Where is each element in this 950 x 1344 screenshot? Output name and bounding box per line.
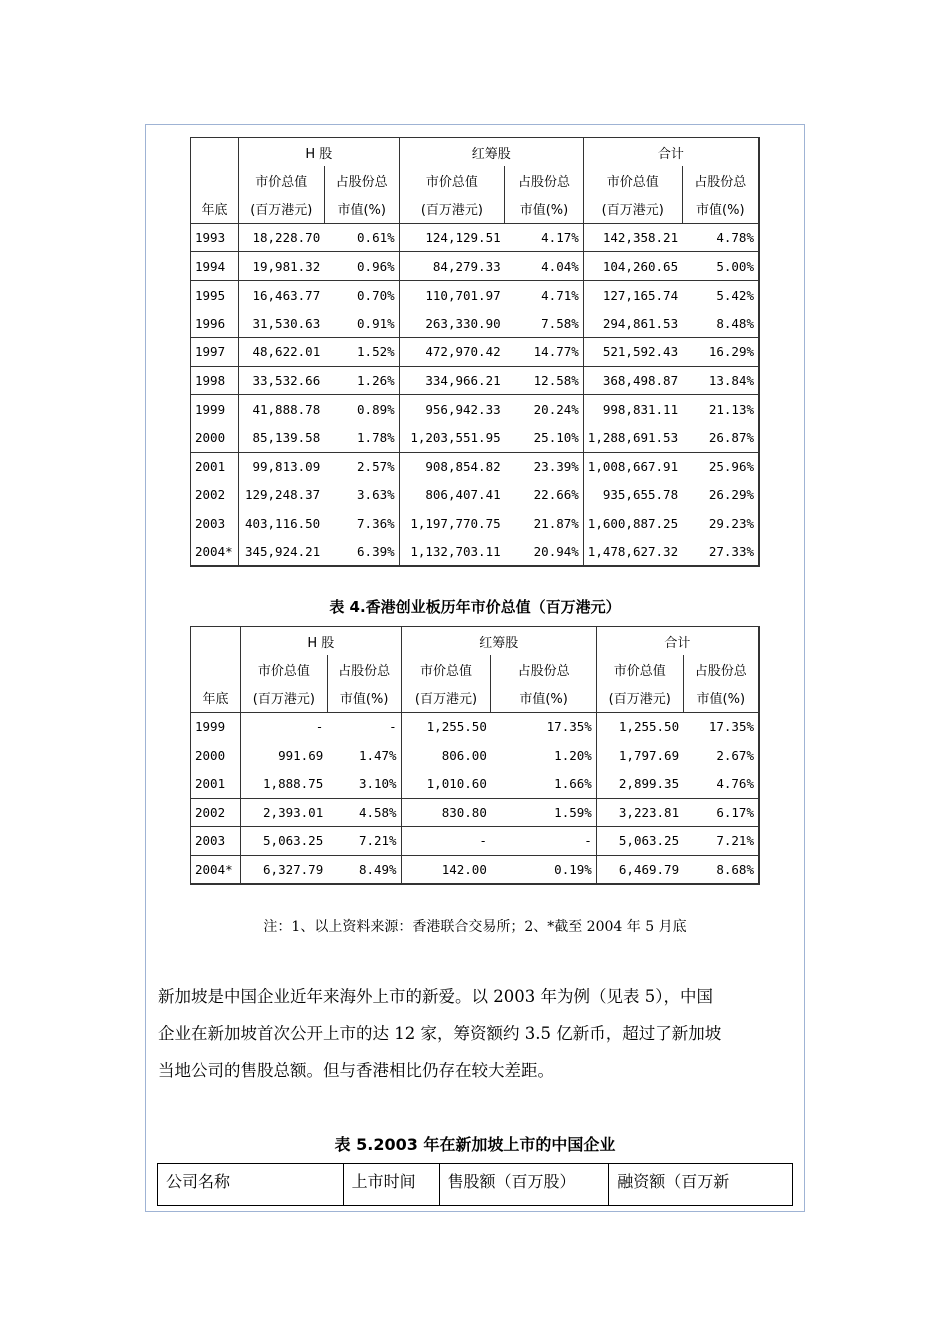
- data-cell: 13.84%: [682, 366, 759, 395]
- header-market-value: 市价总值: [399, 166, 504, 195]
- data-cell: 20.24%: [533, 401, 579, 417]
- group-h-shares: H 股: [240, 627, 401, 656]
- data-cell: 33,532.66: [238, 366, 324, 395]
- header-market-value: 市价总值: [596, 655, 683, 684]
- data-cell: 3.63%: [357, 487, 395, 503]
- data-cell: 1.78%: [324, 423, 399, 452]
- row-year: 1996: [191, 309, 239, 338]
- data-cell: 6,327.79: [240, 855, 327, 884]
- data-cell: 16.29%: [682, 338, 759, 367]
- row-year: 2002: [191, 481, 239, 510]
- row-year: 1998: [191, 366, 239, 395]
- data-cell: 4.78%: [682, 223, 759, 252]
- header-market-value: 市价总值: [238, 166, 324, 195]
- data-cell: -: [491, 827, 596, 856]
- header-unit: 市值(%): [682, 195, 759, 224]
- data-cell: 472,970.42: [399, 338, 504, 367]
- table-row: [191, 280, 760, 309]
- row-year: 2002: [191, 798, 241, 827]
- data-cell: 403,116.50: [238, 509, 324, 538]
- data-cell: 23.39%: [533, 459, 579, 475]
- row-year: 2000: [191, 741, 241, 770]
- data-cell: 20.94%: [505, 538, 584, 567]
- row-year: 2000: [191, 423, 239, 452]
- header-share-pct: 占股份总: [683, 655, 759, 684]
- group-total: 合计: [596, 627, 759, 656]
- data-cell: 25.10%: [505, 423, 584, 452]
- data-cell: 998,831.11: [583, 395, 682, 424]
- data-cell: 345,924.21: [238, 538, 324, 567]
- table-row: [191, 712, 760, 741]
- data-cell: 830.80: [401, 798, 491, 827]
- table-row: [191, 223, 760, 252]
- data-cell: 5.42%: [682, 280, 759, 309]
- data-cell: 7.21%: [683, 827, 759, 856]
- data-cell: 14.77%: [505, 338, 584, 367]
- header-unit: (百万港元): [401, 684, 491, 713]
- data-cell: 48,622.01: [238, 338, 324, 367]
- table-row: [191, 309, 760, 338]
- data-cell: 0.19%: [491, 855, 596, 884]
- data-cell: 21.13%: [682, 395, 759, 424]
- data-cell: 31,530.63: [238, 309, 324, 338]
- table-row: [191, 769, 760, 798]
- data-cell: 991.69: [240, 741, 327, 770]
- table-row: [191, 395, 760, 424]
- data-cell: 263,330.90: [399, 309, 504, 338]
- row-year: 2003: [191, 509, 239, 538]
- data-cell: 1,288,691.53: [583, 423, 682, 452]
- header-unit: (百万港元): [596, 684, 683, 713]
- row-year: 1997: [191, 338, 239, 367]
- data-cell: 4.58%: [327, 798, 401, 827]
- row-year: 2003: [191, 827, 241, 856]
- data-cell: 806.00: [401, 741, 491, 770]
- data-cell: 110,701.97: [399, 280, 504, 309]
- data-cell: 142,358.21: [583, 223, 682, 252]
- header-unit: (百万港元): [238, 195, 324, 224]
- data-cell: 22.66%: [533, 487, 579, 503]
- data-cell: 2,899.35: [596, 769, 683, 798]
- data-cell: 1.59%: [491, 798, 596, 827]
- data-cell: 334,966.21: [399, 366, 504, 395]
- data-cell: 129,248.37: [238, 481, 324, 510]
- data-cell: 294,861.53: [583, 309, 682, 338]
- data-cell: 16,463.77: [238, 280, 324, 309]
- header-share-pct: 占股份总: [505, 166, 584, 195]
- data-cell: 1,600,887.25: [583, 509, 682, 538]
- data-cell: 8.48%: [682, 309, 759, 338]
- data-cell: 368,498.87: [583, 366, 682, 395]
- data-cell: 8.49%: [327, 855, 401, 884]
- data-cell: 17.35%: [546, 719, 592, 735]
- data-cell: 8.68%: [683, 855, 759, 884]
- data-cell: 1.20%: [554, 747, 592, 763]
- table-row: [191, 481, 760, 510]
- data-cell: 3,223.81: [596, 798, 683, 827]
- data-cell: 1.52%: [324, 338, 399, 367]
- row-year: 2001: [191, 769, 241, 798]
- header-share-pct: 占股份总: [324, 166, 399, 195]
- paragraph-line: 当地公司的售股总额。但与香港相比仍存在较大差距。: [158, 1061, 554, 1080]
- data-cell: 4.17%: [505, 223, 584, 252]
- data-cell: 2.67%: [683, 741, 759, 770]
- data-cell: 26.29%: [682, 481, 759, 510]
- data-cell: 85,139.58: [238, 423, 324, 452]
- data-cell: 521,592.43: [583, 338, 682, 367]
- data-cell: 4.04%: [505, 252, 584, 281]
- table-row: [191, 338, 760, 367]
- data-cell: 1,797.69: [596, 741, 683, 770]
- data-cell: 41,888.78: [238, 395, 324, 424]
- paragraph-line: 企业在新加坡首次公开上市的达 12 家，筹资额约 3.5 亿新币，超过了新加坡: [158, 1024, 722, 1043]
- data-cell: 935,655.78: [583, 481, 682, 510]
- table-row: [191, 827, 760, 856]
- header-year: 年底: [191, 195, 239, 224]
- data-cell: -: [389, 719, 397, 735]
- data-cell: 84,279.33: [399, 252, 504, 281]
- data-cell: 0.70%: [357, 287, 395, 303]
- data-cell: 6,469.79: [596, 855, 683, 884]
- header-unit: (百万港元): [399, 195, 504, 224]
- table-row: [191, 798, 760, 827]
- header-unit: 市值(%): [327, 684, 401, 713]
- data-cell: 142.00: [401, 855, 491, 884]
- data-cell: 26.87%: [682, 423, 759, 452]
- row-year: 2004*: [191, 538, 239, 567]
- data-cell: 806,407.41: [399, 481, 504, 510]
- data-cell: 1,197,770.75: [399, 509, 504, 538]
- header-year: 年底: [191, 684, 241, 713]
- data-cell: 0.61%: [324, 223, 399, 252]
- table-caption-4: 表 4.香港创业板历年市价总值（百万港元）: [329, 598, 621, 616]
- data-cell: 0.96%: [324, 252, 399, 281]
- header-share-pct: 占股份总: [682, 166, 759, 195]
- header-unit: (百万港元): [240, 684, 327, 713]
- body-paragraph: [158, 978, 808, 1089]
- table-row: [191, 538, 760, 567]
- header-unit: 市值(%): [491, 684, 596, 713]
- data-cell: 6.39%: [324, 538, 399, 567]
- table-row: [191, 855, 760, 884]
- header-share-pct: 占股份总: [491, 655, 596, 684]
- data-cell: 29.23%: [682, 509, 759, 538]
- row-year: 1993: [191, 223, 239, 252]
- data-cell: 12.58%: [505, 366, 584, 395]
- data-cell: 1.26%: [324, 366, 399, 395]
- data-cell: 124,129.51: [399, 223, 504, 252]
- paragraph-line: 新加坡是中国企业近年来海外上市的新爱。以 2003 年为例（见表 5），中国: [158, 987, 713, 1006]
- data-cell: 7.36%: [357, 516, 395, 532]
- row-year: 2004*: [191, 855, 241, 884]
- data-cell: 27.33%: [682, 538, 759, 567]
- data-cell: 5,063.25: [596, 827, 683, 856]
- table-row: [191, 509, 760, 538]
- data-cell: 127,165.74: [583, 280, 682, 309]
- group-red-chips: 红筹股: [401, 627, 596, 656]
- data-cell: 7.58%: [505, 309, 584, 338]
- data-cell: 19,981.32: [238, 252, 324, 281]
- data-cell: 2,393.01: [240, 798, 327, 827]
- header-unit: (百万港元): [583, 195, 682, 224]
- row-year: 1999: [191, 712, 241, 741]
- header-unit: 市值(%): [324, 195, 399, 224]
- data-cell: 908,854.82: [399, 452, 504, 481]
- hk-gem-market-cap-table: [190, 626, 760, 885]
- group-total: 合计: [583, 138, 759, 167]
- data-cell: 21.87%: [533, 516, 579, 532]
- data-cell: 1,888.75: [240, 769, 327, 798]
- data-cell: 1.47%: [358, 747, 397, 763]
- table-row: [191, 366, 760, 395]
- data-cell: 1,008,667.91: [583, 452, 682, 481]
- data-cell: 2.57%: [357, 459, 395, 475]
- header-market-value: 市价总值: [401, 655, 491, 684]
- header-market-value: 市价总值: [240, 655, 327, 684]
- data-cell: 1,478,627.32: [583, 538, 682, 567]
- data-cell: 1,255.50: [401, 712, 491, 741]
- header-listing-date: 上市时间: [343, 1164, 439, 1206]
- data-cell: 0.89%: [357, 401, 395, 417]
- table-row: [191, 452, 760, 481]
- data-cell: 6.17%: [683, 798, 759, 827]
- data-cell: 1.66%: [491, 769, 596, 798]
- data-cell: -: [401, 827, 491, 856]
- data-cell: 99,813.09: [238, 452, 324, 481]
- data-cell: 1,255.50: [596, 712, 683, 741]
- data-cell: 0.91%: [324, 309, 399, 338]
- hk-main-board-market-cap-table: [190, 137, 760, 567]
- row-year: 1999: [191, 395, 239, 424]
- header-shares-sold: 售股额（百万股）: [439, 1164, 609, 1206]
- data-cell: 1,010.60: [401, 769, 491, 798]
- group-h-shares: H 股: [238, 138, 399, 167]
- data-cell: 17.35%: [683, 712, 759, 741]
- data-cell: 3.10%: [327, 769, 401, 798]
- row-year: 1994: [191, 252, 239, 281]
- data-cell: 18,228.70: [238, 223, 324, 252]
- table-row: [191, 741, 760, 770]
- data-cell: 1,132,703.11: [399, 538, 504, 567]
- source-note: 注：1、以上资料来源：香港联合交易所；2、*截至 2004 年 5 月底: [263, 919, 687, 935]
- data-cell: -: [240, 712, 327, 741]
- table-row: [191, 252, 760, 281]
- data-cell: 7.21%: [327, 827, 401, 856]
- data-cell: 4.71%: [541, 287, 579, 303]
- header-unit: 市值(%): [683, 684, 759, 713]
- header-company-name: 公司名称: [158, 1164, 344, 1206]
- data-cell: 1,203,551.95: [399, 423, 504, 452]
- singapore-listings-table: [157, 1163, 793, 1206]
- data-cell: 956,942.33: [399, 395, 504, 424]
- group-red-chips: 红筹股: [399, 138, 583, 167]
- table-caption-5: 表 5.2003 年在新加坡上市的中国企业: [334, 1135, 616, 1154]
- row-year: 1995: [191, 280, 239, 309]
- data-cell: 4.76%: [683, 769, 759, 798]
- header-funds-raised: 融资额（百万新: [609, 1164, 793, 1206]
- header-unit: 市值(%): [505, 195, 584, 224]
- header-market-value: 市价总值: [583, 166, 682, 195]
- header-share-pct: 占股份总: [327, 655, 401, 684]
- data-cell: 104,260.65: [583, 252, 682, 281]
- data-cell: 5.00%: [682, 252, 759, 281]
- row-year: 2001: [191, 452, 239, 481]
- data-cell: 5,063.25: [240, 827, 327, 856]
- data-cell: 25.96%: [682, 452, 759, 481]
- table-row: [191, 423, 760, 452]
